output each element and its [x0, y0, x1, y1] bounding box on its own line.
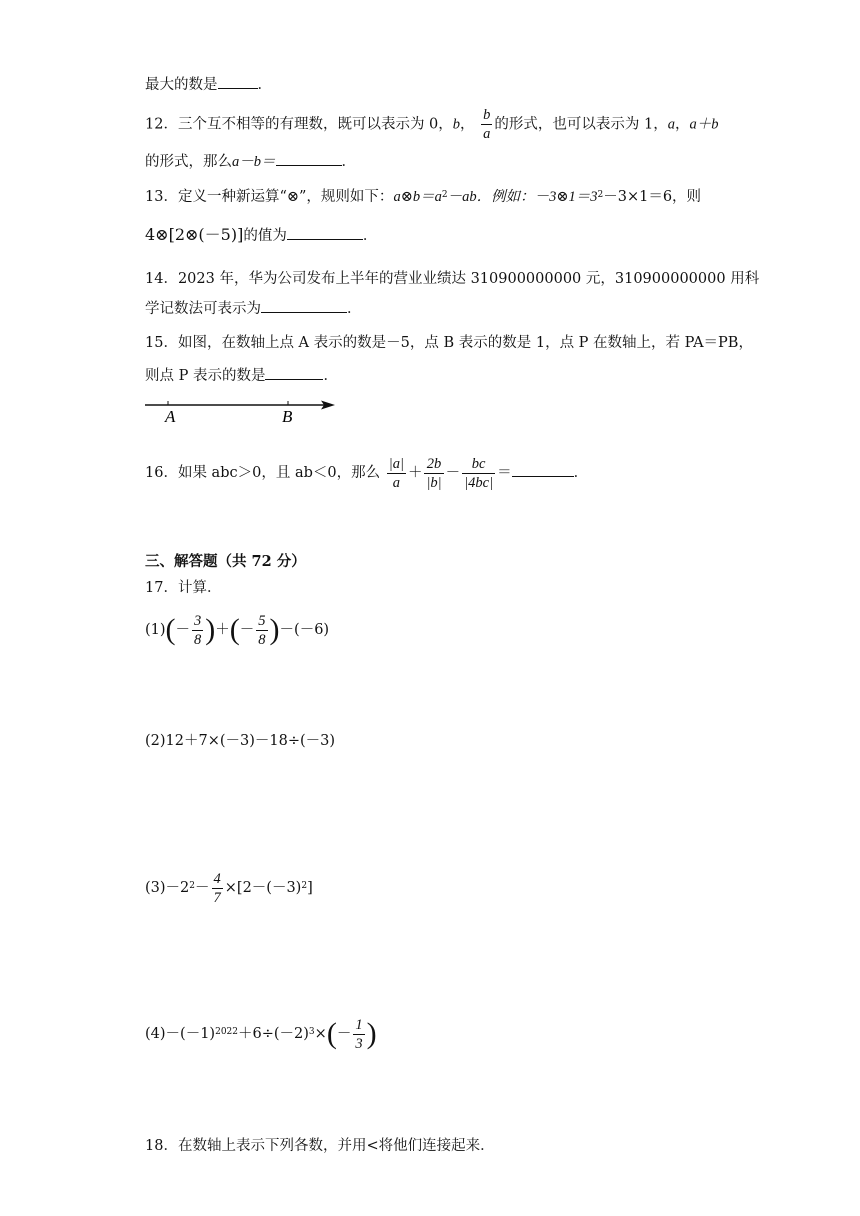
- question-14: 14．2023 年，华为公司发布上半年的营业业绩达 310900000000 元，310900000000 用科: [145, 271, 760, 287]
- question-13: 13．定义一种新运算“⊗”，规则如下：$a\otimes b=a^2-ab$．例如：$-3\otimes 1=3^2-3\times 1=6$，则: [145, 189, 702, 205]
- q17-part4: $(4)-(-1)^{2022}+6\div(-2)^3\times(-$ $\frac{1}{3}$ ): [145, 1016, 377, 1052]
- question-15-line2: 则点 P 表示的数是 ．: [145, 364, 338, 387]
- question-17-title: 17．计算．: [145, 580, 222, 596]
- fraction-4-7: $\frac{4}{7}$: [213, 870, 221, 906]
- q17-part3: $(3)-2^2-$ $\frac{4}{7}$ $\times[2-(-3)^2]$: [145, 870, 313, 906]
- q17-part2: (2)12＋7×(－3)－18÷(－3): [145, 733, 336, 749]
- fraction-1-3: $\frac{1}{3}$: [355, 1016, 363, 1052]
- question-13-line2: 4⊗[2⊗(－5)]的值为 ．: [145, 225, 378, 244]
- fraction-b-over-a: $\frac{b}{a}$: [483, 107, 491, 142]
- q11-tail: 最大的数是 ．: [145, 73, 272, 96]
- answer-blank[interactable]: [265, 364, 323, 380]
- question-12-line2: 的形式，那么a－b＝ ．: [145, 150, 356, 173]
- answer-blank[interactable]: [261, 297, 347, 313]
- section-heading: 三、解答题（共 72 分）: [145, 553, 306, 570]
- number-line-figure: [143, 396, 343, 426]
- fraction-bc-over-abs-4bc: $\frac{bc}{|4bc|}$: [464, 455, 494, 491]
- question-18: 18．在数轴上表示下列各数，并用<将他们连接起来．: [145, 1138, 495, 1154]
- fraction-5-8: $\frac{5}{8}$: [258, 612, 266, 648]
- answer-blank[interactable]: [512, 461, 574, 477]
- question-14-line2: 学记数法可表示为 ．: [145, 297, 362, 320]
- question-15: 15．如图，在数轴上点 A 表示的数是－5，点 B 表示的数是 1，点 P 在数轴上，若 PA＝PB，: [145, 335, 753, 351]
- label-b: B: [282, 407, 293, 426]
- fraction-3-8: $\frac{3}{8}$: [194, 612, 202, 648]
- answer-blank[interactable]: [218, 73, 258, 89]
- answer-blank[interactable]: [276, 150, 342, 166]
- fraction-2b-over-abs-b: $\frac{2b}{|b|}$: [426, 455, 442, 491]
- label-a: A: [165, 407, 176, 426]
- fraction-abs-a-over-a: $\frac{|a|}{a}$: [388, 455, 404, 491]
- q17-part1: (1)(－ $\frac{3}{8}$ )＋(－ $\frac{5}{8}$ )－(－6): [145, 612, 330, 648]
- question-12: 12．三个互不相等的有理数，既可以表示为 0，b， $\frac{b}{a}$ 的形式，也可以表示为 1，a，a＋b: [145, 107, 719, 142]
- answer-blank[interactable]: [287, 224, 363, 240]
- question-16: 16．如果 abc＞0，且 ab＜0，那么 $\frac{|a|}{a}$ ＋ $\frac{2b}{|b|}$ － $\frac{bc}{|4bc|}$ ＝ ．: [145, 455, 589, 491]
